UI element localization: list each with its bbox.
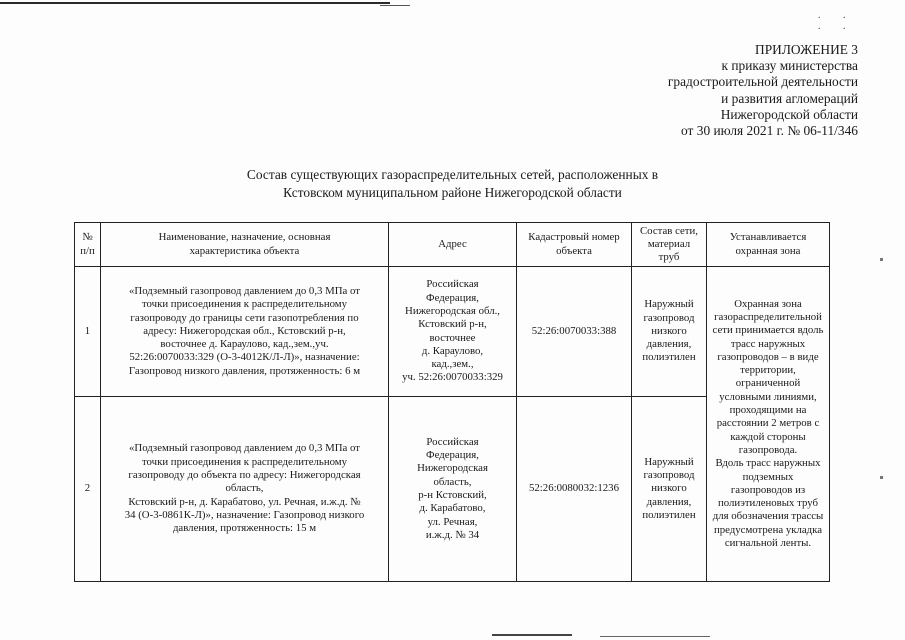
scan-noise [880, 258, 883, 261]
column-header-cadastral: Кадастровый номер объекта [517, 223, 632, 267]
scan-edge-line [0, 2, 390, 4]
scan-edge-line [600, 636, 710, 637]
cadastral-number: 52:26:0070033:388 [517, 267, 632, 397]
column-header-name: Наименование, назначение, основная характеристика объекта [101, 223, 389, 267]
network-material: Наружный газопровод низкого давления, полиэтилен [632, 397, 707, 582]
appendix-header-line: ПРИЛОЖЕНИЕ 3 [755, 42, 858, 57]
appendix-header-line: и развития агломераций [721, 90, 858, 106]
table-row [75, 267, 830, 397]
scan-edge-line [380, 5, 410, 6]
object-address: Российская Федерация, Нижегородская обл., Кстовский р-н, восточнее д. Караулово, кад.,зем., уч. 52:26:0070033:329 [389, 267, 517, 397]
document-title [0, 166, 905, 202]
scan-edge-line [492, 634, 572, 636]
network-material: Наружный газопровод низкого давления, полиэтилен [632, 267, 707, 397]
object-description: «Подземный газопровод давлением до 0,3 МПа от точки присоединения к распределительному газопроводу до границы сети газопотребления по адресу: Нижегородская обл., Кстовский р-н, восточнее д. Караулово, кад.,зем.,уч. 52:26:0070033:329 (О-3-4012К/Л-Л)», назначение: Газопровод низкого давления, протяженность: 6 м [101, 267, 389, 397]
object-description: «Подземный газопровод давлением до 0,3 МПа от точки присоединения к распределительному газопроводу до объекта по адресу: Нижегородская область, Кстовский р-н, д. Карабатово, ул. Речная, и.ж.д. № 34 (О-3-0861К-Л)», назначение: Газопровод низкого давления, протяженность: 15 м [101, 397, 389, 582]
scan-noise: . . . . [818, 10, 856, 32]
document-title-line: Состав существующих газораспределительных сетей, расположенных в [246, 167, 659, 182]
object-address: Российская Федерация, Нижегородская область, р-н Кстовский, д. Карабатово, ул. Речная, и.ж.д. № 34 [389, 397, 517, 582]
row-number: 2 [75, 397, 101, 582]
table-header-row [75, 223, 830, 267]
document-title-line: Кстовском муниципальном районе Нижегородской области [283, 185, 622, 200]
row-number: 1 [75, 267, 101, 397]
column-header-material: Состав сети, материал труб [632, 223, 707, 267]
protection-zone-text: Охранная зона газораспределительной сети принимается вдоль трасс наружных газопроводов – в виде территории, ограниченной условными линиями, проходящими на расстоянии 2 метров с каждой стороны газопровода. Вдоль трасс наружных подземных газопроводов из полиэтиленовых труб для обозначения трассы предусмотрена укладка сигнальной ленты. [707, 267, 830, 582]
column-header-zone: Устанавливается охранная зона [707, 223, 830, 267]
appendix-header-line: к приказу министерства [721, 58, 858, 74]
gas-network-table [74, 222, 830, 582]
column-header-number: № п/п [75, 223, 101, 267]
appendix-header [668, 42, 858, 139]
column-header-address: Адрес [389, 223, 517, 267]
cadastral-number: 52:26:0080032:1236 [517, 397, 632, 582]
appendix-header-line: градостроительной деятельности [667, 74, 858, 90]
appendix-header-line: Нижегородской области [720, 106, 858, 122]
scan-noise [880, 476, 883, 479]
appendix-header-line: от 30 июля 2021 г. № 06-11/346 [681, 123, 858, 139]
